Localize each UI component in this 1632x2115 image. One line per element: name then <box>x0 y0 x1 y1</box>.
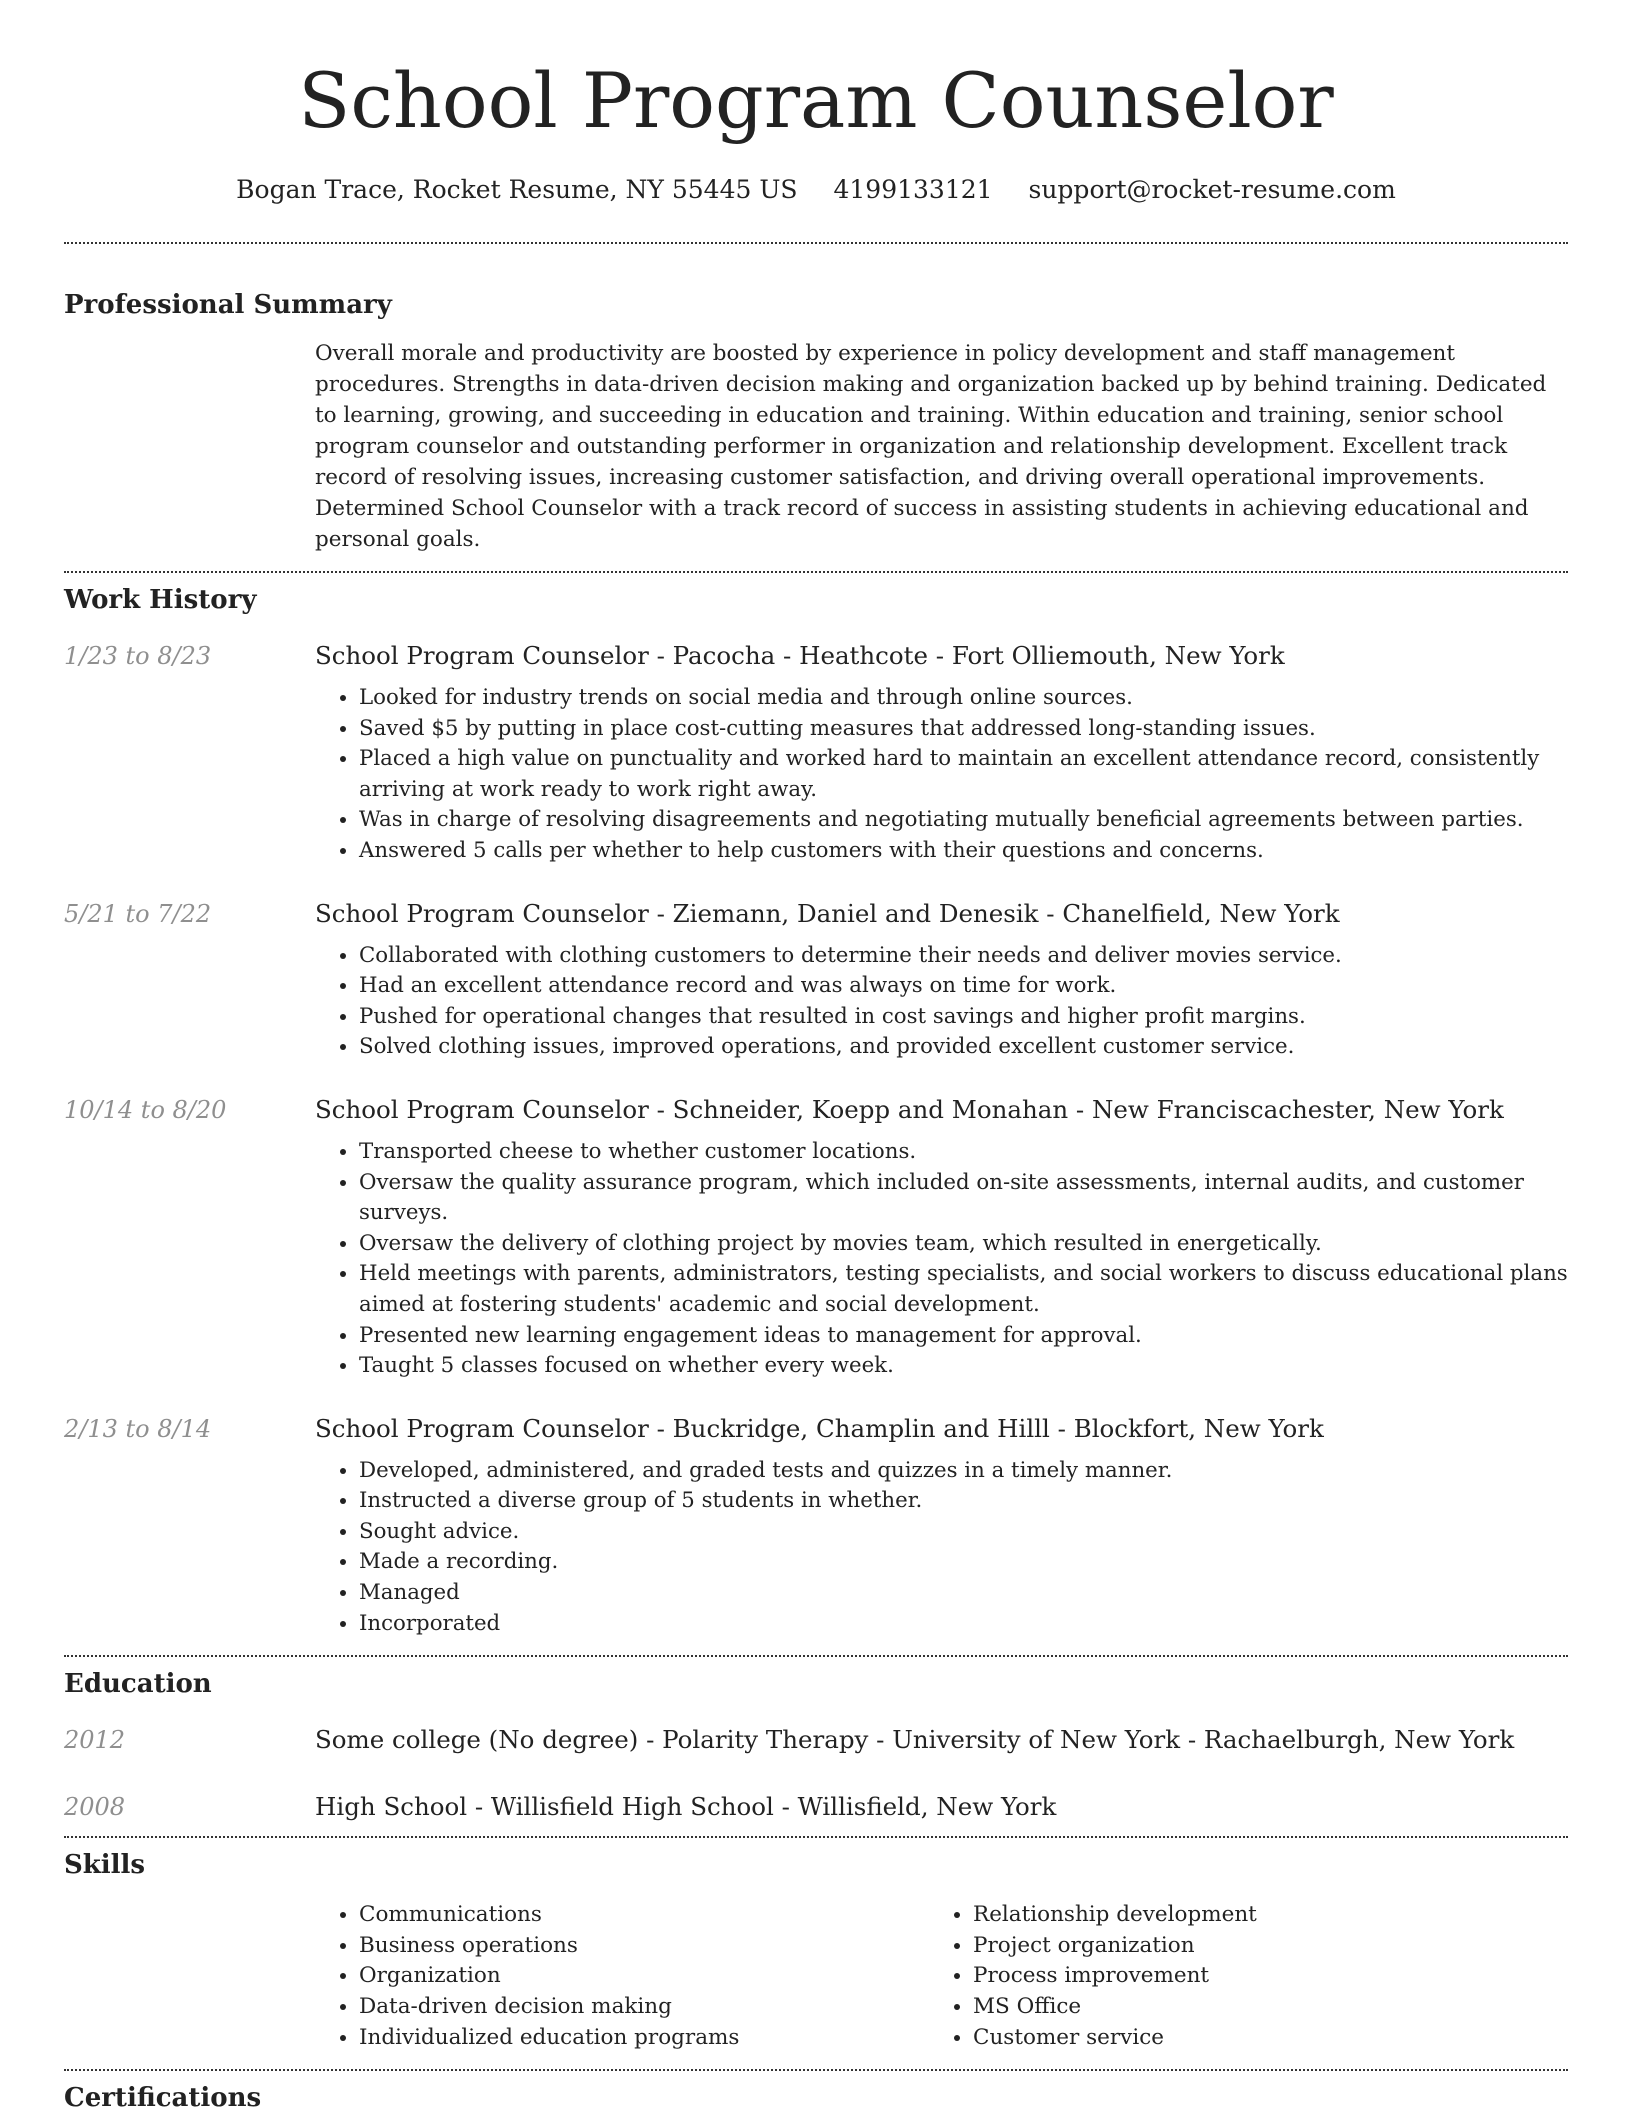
job-bullet: • Made a recording. <box>359 1547 1568 1578</box>
skill-item: • Communications <box>359 1900 929 1931</box>
job-dates: 1/23 to 8/23 <box>64 642 212 670</box>
job-bullet: • Managed <box>359 1578 1568 1609</box>
education-text: High School - Willisfield High School - Willisfield, New York <box>315 1792 1057 1822</box>
section-divider <box>64 1836 1568 1838</box>
job-bullet: • Was in charge of resolving disagreements and negotiating mutually beneficial agreements between parties. <box>359 805 1568 836</box>
section-title-certifications: Certifications <box>64 2083 262 2114</box>
section-divider <box>64 2069 1568 2071</box>
job-bullets <box>315 1137 1568 1382</box>
skill-item: • Relationship development <box>973 1900 1543 1931</box>
job-bullet: • Transported cheese to whether customer locations. <box>359 1137 1568 1168</box>
job-bullet: • Presented new learning engagement ideas to management for approval. <box>359 1321 1568 1352</box>
education-year: 2008 <box>64 1793 126 1822</box>
section-title-skills: Skills <box>64 1850 146 1881</box>
education-entry <box>64 1790 1568 1824</box>
section-title-education: Education <box>64 1669 212 1700</box>
job-bullet: • Looked for industry trends on social media and through online sources. <box>359 683 1568 714</box>
job-dates: 10/14 to 8/20 <box>64 1095 227 1124</box>
section-divider <box>64 242 1568 244</box>
education-text: Some college (No degree) - Polarity Therapy - University of New York - Rachaelburgh, New York <box>315 1725 1515 1755</box>
job-entry <box>64 1412 1568 1640</box>
section-divider <box>64 1655 1568 1657</box>
education-entry <box>64 1723 1568 1757</box>
skill-item: • Organization <box>359 1961 929 1992</box>
job-bullet: • Pushed for operational changes that resulted in cost savings and higher profit margins. <box>359 1002 1568 1033</box>
skill-item: • MS Office <box>973 1992 1543 2023</box>
contact-address: Bogan Trace, Rocket Resume, NY 55445 US <box>236 175 798 204</box>
job-bullet: • Had an excellent attendance record and was always on time for work. <box>359 971 1568 1002</box>
job-entry <box>64 639 1568 867</box>
skill-item: • Individualized education programs <box>359 2023 929 2054</box>
job-bullet: • Instructed a diverse group of 5 students in whether. <box>359 1486 1568 1517</box>
job-bullet: • Oversaw the quality assurance program, which included on-site assessments, internal audits, and customer surveys. <box>359 1168 1568 1229</box>
resume-name: School Program Counselor <box>298 56 1334 145</box>
education-year: 2012 <box>64 1726 126 1755</box>
job-title: School Program Counselor - Schneider, Koepp and Monahan - New Franciscachester, New York <box>315 1094 1504 1124</box>
job-bullet: • Taught 5 classes focused on whether every week. <box>359 1351 1568 1382</box>
skill-item: • Project organization <box>973 1931 1543 1962</box>
work-history-section <box>64 583 1568 1639</box>
skill-item: • Business operations <box>359 1931 929 1962</box>
job-bullet: • Held meetings with parents, administrators, testing specialists, and social workers to discuss educational plans aimed at fostering students' academic and social development. <box>359 1259 1568 1320</box>
skills-columns <box>315 1900 1568 2053</box>
job-bullets <box>315 941 1568 1063</box>
job-bullet: • Saved $5 by putting in place cost-cutting measures that addressed long-standing issues. <box>359 714 1568 745</box>
contact-line <box>64 174 1568 206</box>
job-entry <box>64 1093 1568 1382</box>
contact-email: support@rocket-resume.com <box>1028 175 1396 204</box>
job-bullet: • Sought advice. <box>359 1517 1568 1548</box>
job-bullet: • Placed a high value on punctuality and worked hard to maintain an excellent attendance record, consistently arriving at work ready to work right away. <box>359 744 1568 805</box>
skill-item: • Data-driven decision making <box>359 1992 929 2023</box>
section-title-work-history: Work History <box>64 585 257 615</box>
job-bullets <box>315 683 1568 867</box>
skill-item: • Customer service <box>973 2023 1543 2054</box>
job-bullet: • Oversaw the delivery of clothing project by movies team, which resulted in energetically. <box>359 1229 1568 1260</box>
job-entry <box>64 897 1568 1063</box>
job-bullet: • Developed, administered, and graded tests and quizzes in a timely manner. <box>359 1456 1568 1487</box>
summary-text: Overall morale and productivity are boosted by experience in policy development and staff management procedures. Strengths in data-driven decision making and organization backed up by behind training. Dedicated to learning, growing, and succeeding in education and training. Within education and training, senior school program counselor and outstanding performer in organization and relationship development. Excellent track record of resolving issues, increasing customer satisfaction, and driving overall operational improvements. Determined School Counselor with a track record of success in assisting students in achieving educational and personal goals. <box>315 341 1547 552</box>
job-bullets <box>315 1456 1568 1640</box>
job-bullet: • Incorporated <box>359 1609 1568 1640</box>
job-bullet: • Collaborated with clothing customers to determine their needs and deliver movies service. <box>359 941 1568 972</box>
contact-phone: 4199133121 <box>833 175 993 204</box>
job-title: School Program Counselor - Buckridge, Champlin and Hilll - Blockfort, New York <box>315 1413 1324 1443</box>
job-bullet: • Solved clothing issues, improved operations, and provided excellent customer service. <box>359 1032 1568 1063</box>
job-title: School Program Counselor - Pacocha - Heathcote - Fort Olliemouth, New York <box>315 641 1285 670</box>
section-title-summary: Professional Summary <box>64 290 392 320</box>
job-title: School Program Counselor - Ziemann, Daniel and Denesik - Chanelfield, New York <box>315 898 1340 928</box>
job-bullet: • Answered 5 calls per whether to help customers with their questions and concerns. <box>359 836 1568 867</box>
skills-list-right <box>929 1900 1543 2053</box>
education-section <box>64 1667 1568 1824</box>
summary-section <box>64 288 1568 555</box>
skills-list-left <box>315 1900 929 2053</box>
certifications-section <box>64 2081 1568 2115</box>
skills-section <box>64 1848 1568 2053</box>
resume-page <box>64 0 1568 2115</box>
job-dates: 2/13 to 8/14 <box>64 1414 212 1443</box>
job-dates: 5/21 to 7/22 <box>64 899 212 928</box>
section-divider <box>64 571 1568 573</box>
skill-item: • Process improvement <box>973 1961 1543 1992</box>
